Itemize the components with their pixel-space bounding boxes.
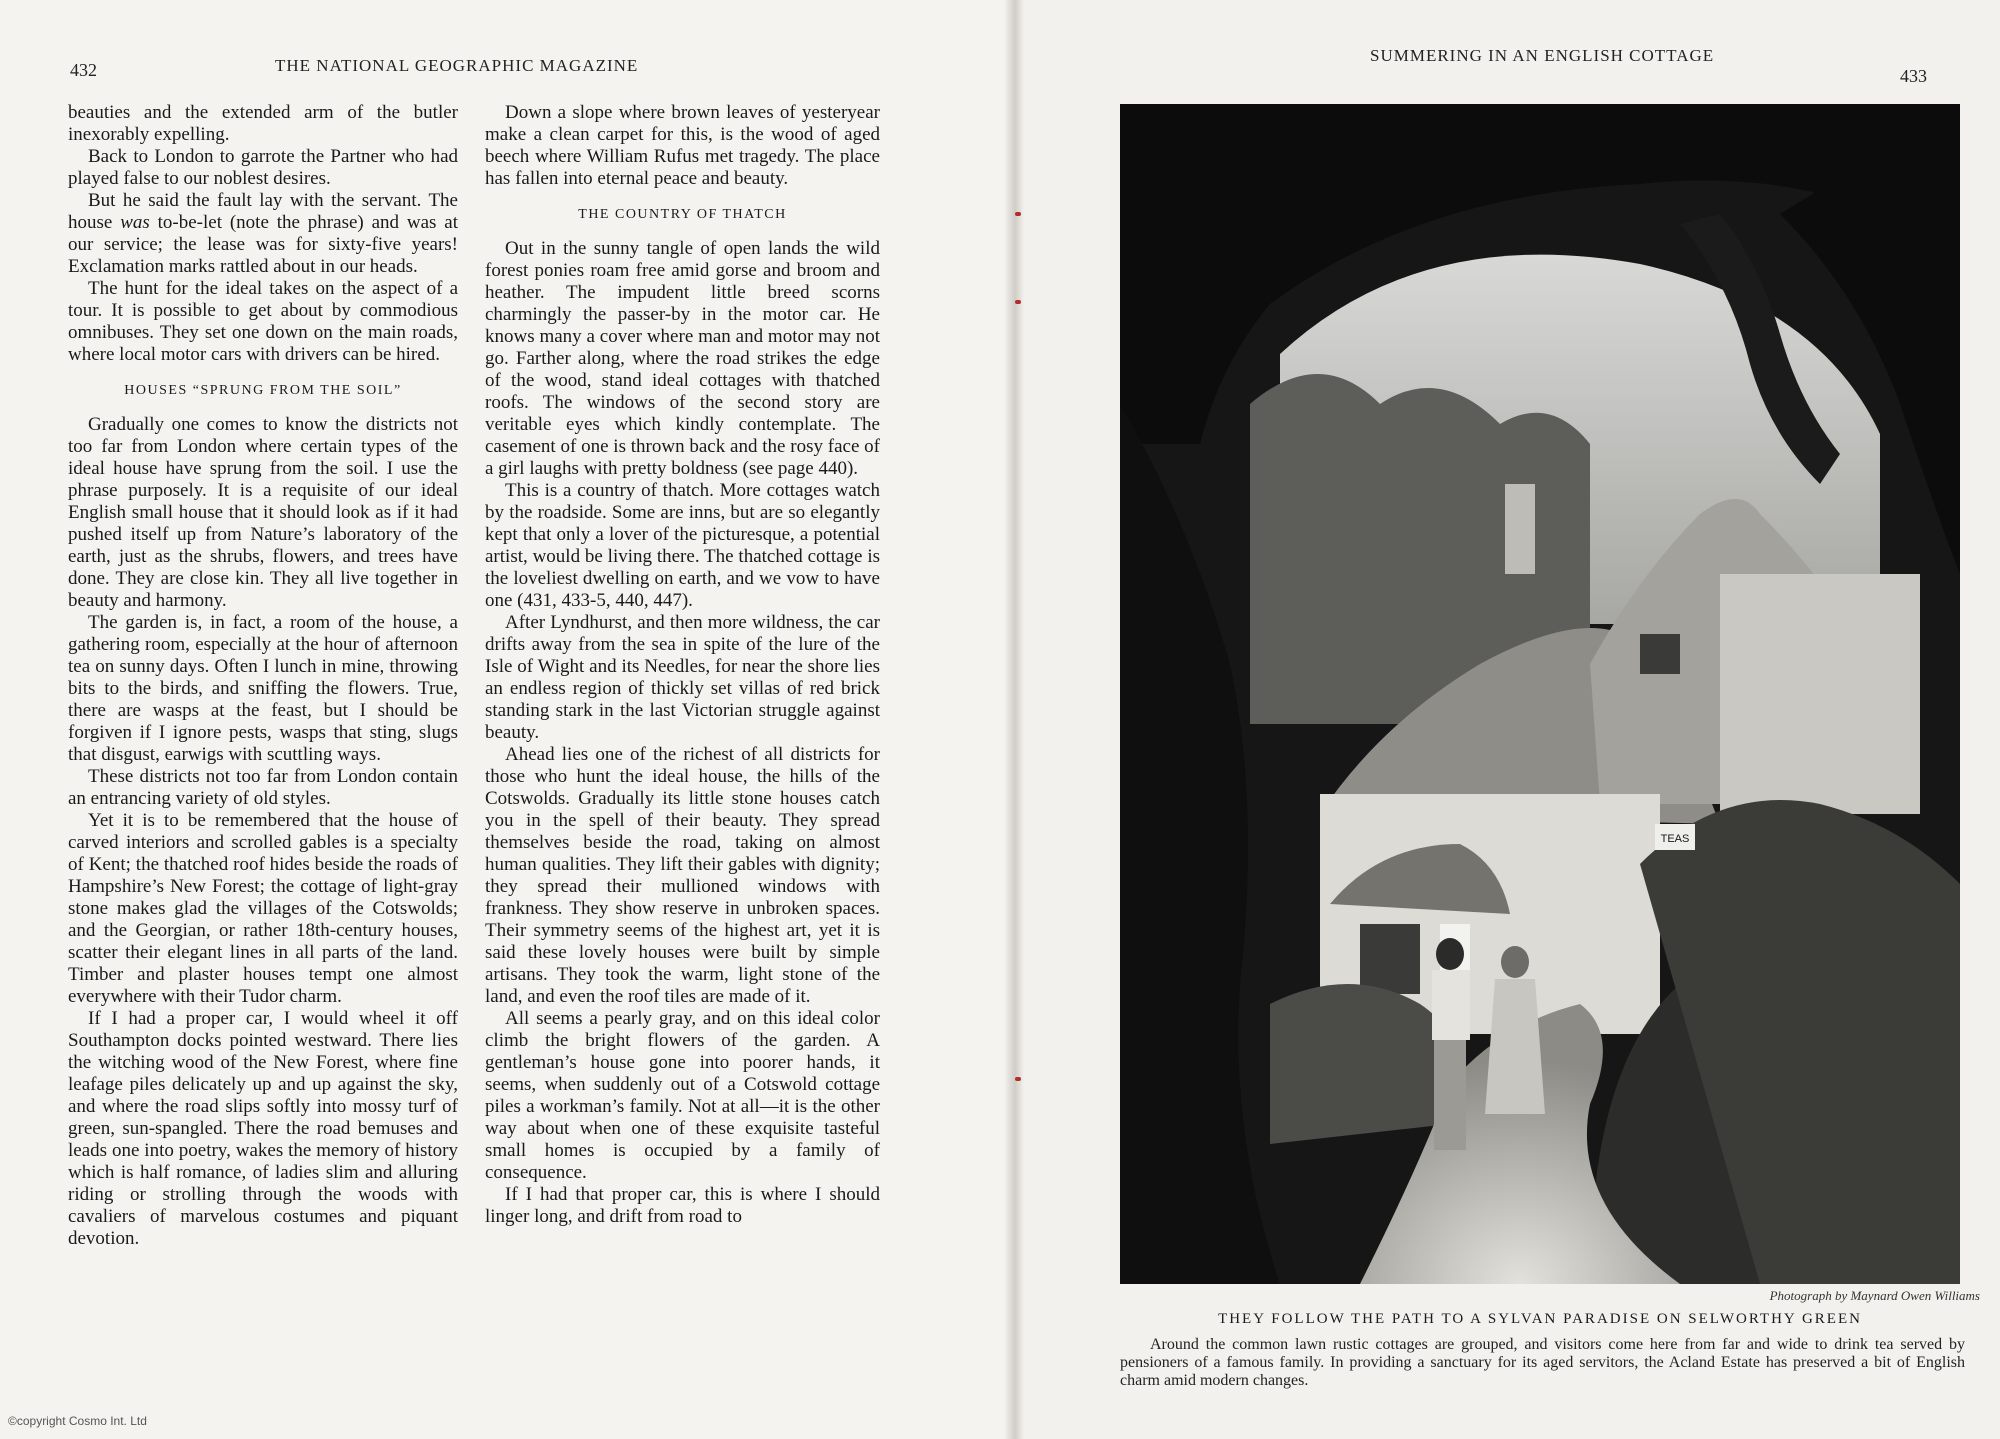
binding-gutter <box>1004 0 1024 1439</box>
section-heading: HOUSES “SPRUNG FROM THE SOIL” <box>124 383 402 398</box>
tea-sign-text: TEAS <box>1660 833 1690 845</box>
page-number-right: 433 <box>1900 66 1927 86</box>
paragraph: beauties and the extended arm of the butler inexorably expelling. <box>68 102 458 145</box>
binding-stitch <box>1015 212 1021 216</box>
paragraph: Back to London to garrote the Partner who had played false to our noblest desires. <box>68 146 458 189</box>
paragraph: Yet it is to be remembered that the house of carved interiors and scrolled gables is a specialty of Kent; the thatched roof hides beside the roads of Hampshire’s New Forest; the cottage of light-gray stone makes glad the villages of the Cotswolds; and the Georgian, or rather 18th-century houses, scatter their elegant lines in all parts of the land. Timber and plaster houses tempt one almost everywhere with their Tudor charm. <box>68 810 458 1007</box>
paragraph: But he said the fault lay with the servant. The house was to-be-let (note the phrase) and was at our service; the lease was for sixty-five years! Exclamation marks rattled about in our heads. <box>68 190 458 277</box>
paragraph: All seems a pearly gray, and on this ideal color climb the bright flowers of the garden. A gentleman’s house gone into poorer hands, it seems, when suddenly out of a Cotswold cottage piles a workman’s family. Not at all—it is the other way about when one of these exquisite tasteful small homes is occupied by a family of consequence. <box>485 1008 880 1183</box>
text-column-2 <box>485 102 880 1228</box>
photo-credit: Photograph by Maynard Owen Williams <box>1769 1288 1980 1303</box>
running-head-right: SUMMERING IN AN ENGLISH COTTAGE <box>1370 46 1715 65</box>
paragraph: Out in the sunny tangle of open lands the wild forest ponies roam free amid gorse and broom and heather. The impudent little breed scorns charmingly the passer-by in the motor car. He knows many a cover where man and motor may not go. Farther along, where the road strikes the edge of the wood, stand ideal cottages with thatched roofs. The windows of the second story are veritable eyes which kindly contemplate. The casement of one is thrown back and the rosy face of a girl laughs with pretty boldness (see page 440). <box>485 238 880 479</box>
paragraph: Gradually one comes to know the districts not too far from London where certain types of the ideal house have sprung from the soil. I use the phrase purposely. It is a requisite of our ideal English small house that it should look as if it had pushed itself up from Nature’s laboratory of the earth, just as the shrubs, flowers, and trees have done. They are close kin. They all live together in beauty and harmony. <box>68 414 458 611</box>
cottage-scene-illustration <box>1120 104 1960 1284</box>
caption-title: THEY FOLLOW THE PATH TO A SYLVAN PARADISE ON SELWORTHY GREEN <box>1218 1311 1862 1327</box>
binding-stitch <box>1015 1077 1021 1081</box>
paragraph: Down a slope where brown leaves of yesteryear make a clean carpet for this, is the wood of aged beech where William Rufus met tragedy. The place has fallen into eternal peace and beauty. <box>485 102 880 189</box>
paragraph: The garden is, in fact, a room of the house, a gathering room, especially at the hour of afternoon tea on sunny days. Often I lunch in mine, throwing bits to the birds, and sniffing the flowers. True, there are wasps at the feast, but I should be forgiven if I ignore pests, wasps that sting, slugs that disgust, earwigs with scuttling ways. <box>68 612 458 765</box>
paragraph: If I had that proper car, this is where I should linger long, and drift from road to <box>485 1184 880 1227</box>
paragraph: After Lyndhurst, and then more wildness, the car drifts away from the sea in spite of the lure of the Isle of Wight and its Needles, for near the shore lies an endless region of thickly set villas of red brick standing stark in the last Victorian struggle against beauty. <box>485 612 880 743</box>
paragraph: Ahead lies one of the richest of all districts for those who hunt the ideal house, the hills of the Cotswolds. Gradually its little stone houses catch you in the spell of their beauty. They spread themselves beside the road, taking on almost human qualities. They lift their gables with dignity; they spread their mullioned windows with frankness. They show reserve in unbroken spaces. Their symmetry seems of the highest art, yet it is said these lovely houses were built by simple artisans. They took the warm, light stone of the land, and even the roof tiles are made of it. <box>485 744 880 1007</box>
section-heading: THE COUNTRY OF THATCH <box>578 207 787 222</box>
paragraph: If I had a proper car, I would wheel it off Southampton docks pointed westward. There lies the witching wood of the New Forest, where fine leafage piles delicately up and up against the sky, and where the road slips softly into mossy turf of green, sun-spangled. There the road bemuses and leads one into poetry, wakes the memory of history which is half romance, of ladies slim and alluring riding or strolling through the woods with cavaliers of marvelous costumes and piquant devotion. <box>68 1008 458 1249</box>
text-column-1 <box>68 102 458 1250</box>
binding-stitch <box>1015 300 1021 304</box>
copyright-notice: ©copyright Cosmo Int. Ltd <box>8 1414 147 1428</box>
caption-body: Around the common lawn rustic cottages are grouped, and visitors come here from far and wide to drink tea served by pensioners of a famous family. In providing a sanctuary for its aged servitors, the Acland Estate has preserved a bit of English charm amid modern changes. <box>1120 1336 1965 1389</box>
page-number-left: 432 <box>70 60 97 80</box>
paragraph: This is a country of thatch. More cottages watch by the roadside. Some are inns, but are so elegantly kept that only a lover of the picturesque, a potential artist, would be living there. The thatched cottage is the loveliest dwelling on earth, and we vow to have one (431, 433-5, 440, 447). <box>485 480 880 611</box>
running-head-left: THE NATIONAL GEOGRAPHIC MAGAZINE <box>275 56 639 75</box>
paragraph: The hunt for the ideal takes on the aspect of a tour. It is possible to get about by commodious omnibuses. They set one down on the main roads, where local motor cars with drivers can be hired. <box>68 278 458 365</box>
cottage-photograph <box>1120 104 1960 1284</box>
paragraph: These districts not too far from London contain an entrancing variety of old styles. <box>68 766 458 809</box>
